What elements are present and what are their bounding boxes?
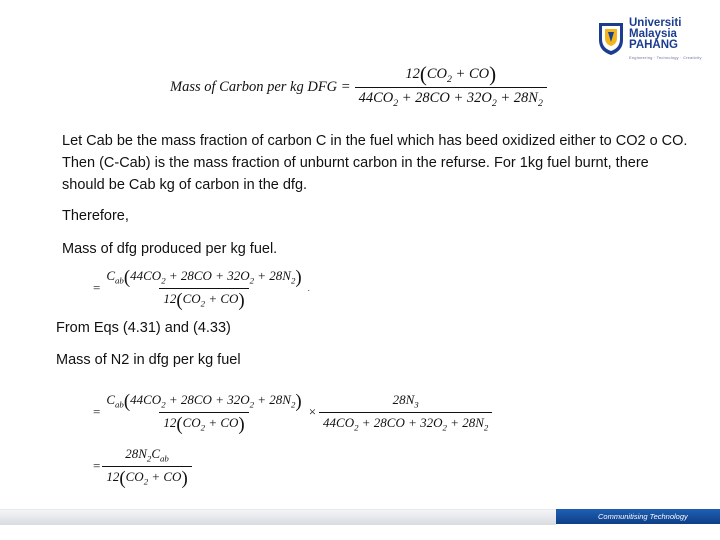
equation-numerator: $28N_2C_{ab}$ [125, 446, 169, 464]
paragraph-therefore: Therefore, [62, 208, 129, 224]
paragraph-mass-dfg: Mass of dfg produced per kg fuel. [62, 241, 278, 257]
footer-gray-strip [0, 509, 556, 525]
trailing-dot: . [307, 283, 310, 293]
equation-denominator: $12(CO_2 + CO)$ [102, 466, 191, 487]
equation-carbon-per-dfg [170, 62, 547, 109]
logo-line-2: Malaysia [629, 28, 677, 40]
equation-lhs: Mass of Carbon per kg DFG = [170, 78, 351, 95]
equation-mass-n2-simplified [93, 446, 192, 489]
equals-sign: = [93, 280, 101, 296]
paragraph-mass-n2: Mass of N2 in dfg per kg fuel [56, 352, 241, 368]
footer-band [0, 509, 720, 524]
equals-sign: = [93, 458, 101, 474]
equation-numerator: $28N_3$ [392, 392, 419, 410]
equation-fraction-right [319, 392, 492, 432]
equation-numerator: $C_{ab}(44CO_2 + 28CO + 32O_2 + 28N_2)$ [106, 267, 302, 288]
equation-fraction [355, 62, 547, 109]
logo-line-1: Universiti [629, 17, 682, 29]
footer-slogan: Communitising Technology [598, 512, 688, 521]
equation-fraction-left [102, 391, 305, 435]
equation-denominator: $44CO_2 + 28CO + 32O_2 + 28N_2$ [355, 87, 547, 109]
equals-sign: = [93, 404, 101, 420]
equation-mass-dfg [93, 267, 310, 311]
university-logo [598, 18, 708, 68]
equation-denominator: $44CO_2 + 28CO + 32O_2 + 28N_2$ [319, 412, 492, 433]
shield-icon [598, 22, 624, 56]
equation-fraction [102, 267, 305, 311]
paragraph-from-eqs: From Eqs (4.31) and (4.33) [56, 320, 231, 336]
paragraph-cab-definition: Let Cab be the mass fraction of carbon C in the fuel which has beed oxidized either to CO2 o CO. Then (C-Cab) is the mass fraction of unburnt carbon in the refurse. For 1kg fuel burnt, there should be Cab kg of carbon in the dfg. [62, 133, 688, 193]
times-sign: × [308, 404, 317, 420]
logo-tagline: Engineering · Technology · Creativity [629, 55, 702, 60]
equation-mass-n2-product [93, 391, 492, 435]
equation-numerator: $12(CO_2 + CO)$ [405, 62, 497, 86]
equation-denominator: $12(CO_2 + CO)$ [159, 288, 248, 309]
equation-fraction [102, 446, 191, 489]
logo-line-3: PAHANG [629, 39, 678, 51]
equation-denominator: $12(CO_2 + CO)$ [159, 412, 248, 433]
equation-numerator: $C_{ab}(44CO_2 + 28CO + 32O_2 + 28N_2)$ [106, 391, 302, 412]
